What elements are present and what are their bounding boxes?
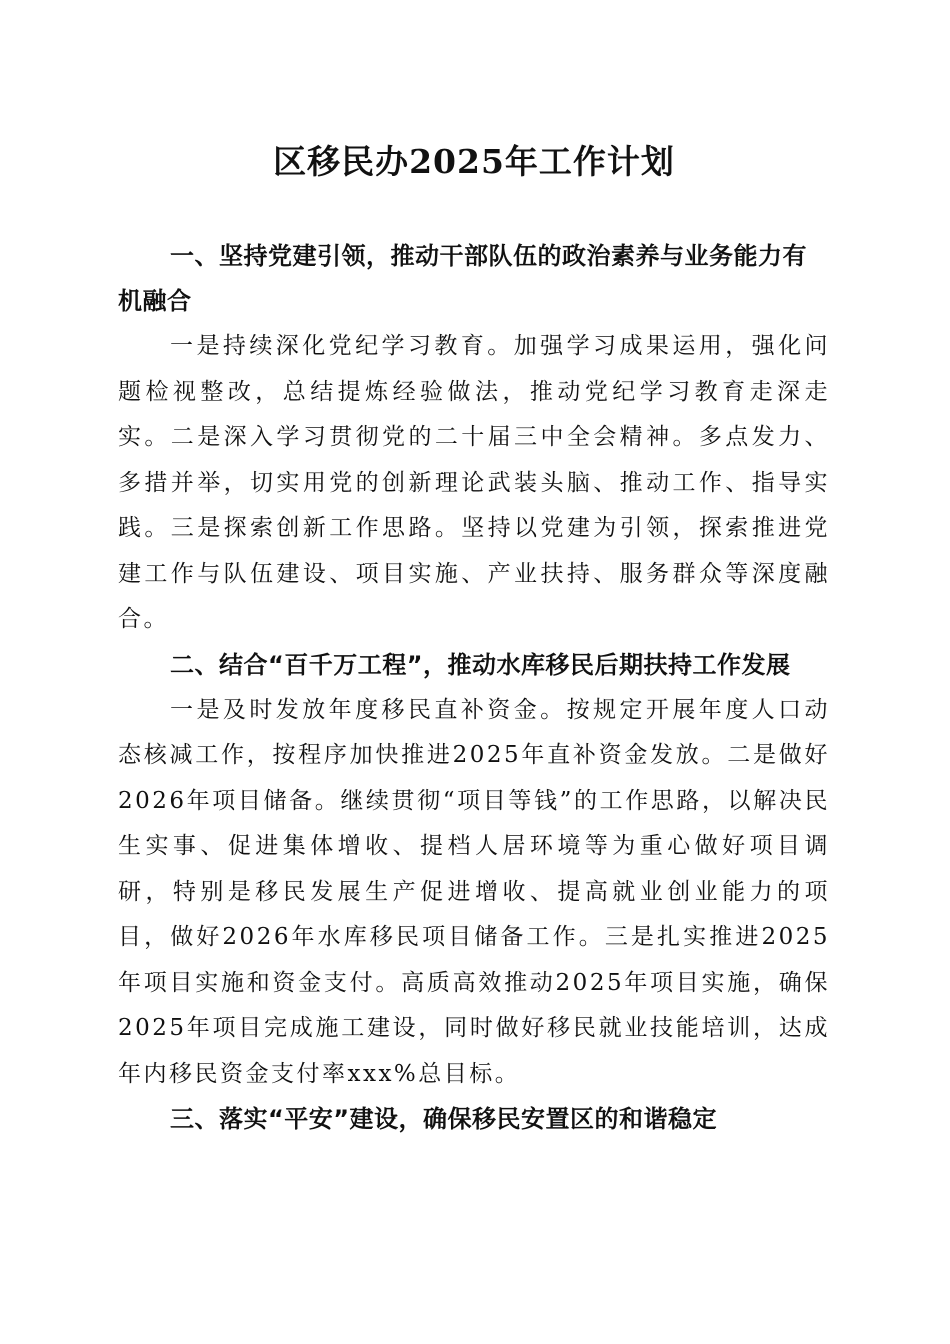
- section-body-2: 一是及时发放年度移民直补资金。按规定开展年度人口动态核减工作，按程序加快推进2025年直补资金发放。二是做好2026年项目储备。继续贯彻“项目等钱”的工作思路，以解决民生实事、促进集体增收、提档人居环境等为重心做好项目调研，特别是移民发展生产促进增收、提高就业创业能力的项目，做好2026年水库移民项目储备工作。三是扎实推进2025年项目实施和资金支付。高质高效推动2025年项目实施，确保2025年项目完成施工建设，同时做好移民就业技能培训，达成年内移民资金支付率xxx%总目标。: [118, 696, 830, 1087]
- document-title: 区移民办2025年工作计划: [273, 142, 675, 181]
- section-body-1: 一是持续深化党纪学习教育。加强学习成果运用，强化问题检视整改，总结提炼经验做法，推动党纪学习教育走深走实。二是深入学习贯彻党的二十届三中全会精神。多点发力、多措并举，切实用党的创新理论武装头脑、推动工作、指导实践。三是探索创新工作思路。坚持以党建为引领，探索推进党建工作与队伍建设、项目实施、产业扶持、服务群众等深度融合。: [118, 333, 830, 632]
- section-heading-2: 二、结合“百千万工程”，推动水库移民后期扶持工作发展: [170, 650, 791, 679]
- document-page: [118, 0, 830, 1142]
- section-heading-3: 三、落实“平安”建设，确保移民安置区的和谐稳定: [170, 1105, 718, 1133]
- section-heading-1: 一、坚持党建引领，推动干部队伍的政治素养与业务能力有机融合: [118, 242, 807, 315]
